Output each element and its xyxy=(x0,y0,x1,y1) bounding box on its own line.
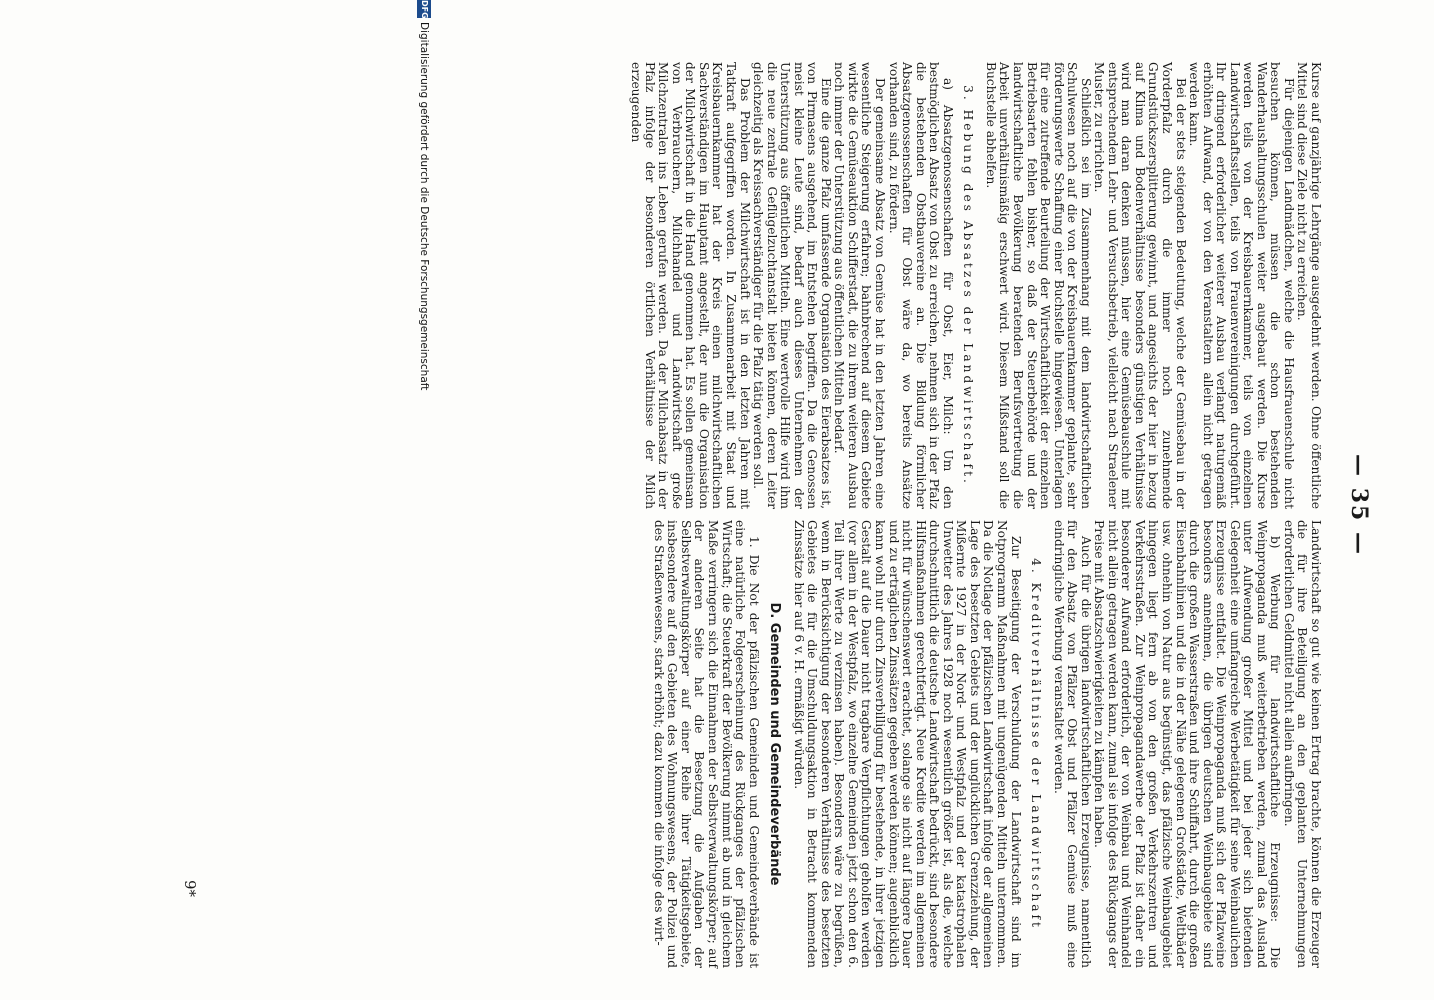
subsection-heading: 3. Hebung des Absatzes der Landwirtschaft. xyxy=(961,85,976,486)
paragraph: Für diejenigen Landmädchen, welche die Hausfrauenschule nicht besuchen können, müssen die schon bestehenden Wanderhaushaltungsschulen weiter ausgebaut werden. Die Kurse werden teils von der Kreisbauernkammer, teils von einzelnen Landwirtschaftsstellen, teils von Frauenvereinigungen durchgeführt. Ihr dringend erforderlicher weiterer Ausbau verlangt naturgemäß erhöhten Aufwand, der von den Veranstaltern allein nicht getragen werden kann. xyxy=(1187,62,1296,509)
section-heading: D. Gemeinden und Gemeindeverbände xyxy=(767,602,783,886)
paragraph: Kurse auf ganzjährige Lehrgänge ausgedehnt werden. Ohne öffentliche Mittel sind diese Ziele nicht zu erreichen. xyxy=(1295,62,1323,509)
digitization-credit xyxy=(412,0,434,1000)
paragraph: Das Problem der Milchwirtschaft ist in den letzten Jahren mit Tatkraft aufgegriffen worden. In Zusammenarbeit mit Staat und Kreisbauernkammer hat der Kreis einen milchwirtschaftlichen Sachverständigen im Hauptamt angestellt, der nun die Organisation der Milchwirtschaft in die Hand genommen hat. Es sollen gemeinsam von Verbrauchern, Milchhandel und Landwirtschaft große Milchzentralen ins Leben gerufen werden. Da der Milchabsatz in der Pfalz infolge der besonderen örtlichen Verhältnisse der Milch erzeugenden xyxy=(629,62,752,509)
paragraph: Schließlich sei im Zusammenhang mit dem landwirtschaftlichen Schulwesen noch auf die von der Kreisbauernkammer geplante, sehr förderungswerte Schaffung einer Buchstelle hingewiesen. Unterlagen für eine zutreffende Beurteilung der Wirtschaftlichkeit der einzelnen Betriebsarten fehlen bisher, so daß der Steuerbehörde und der landwirtschaftliche Bevölkerung beratenden Berufsvertretung die Arbeit unverhältnismäßig erschwert wird. Diesem Mißstand soll die Buchstelle abhelfen. xyxy=(983,62,1093,509)
sheet-signature: 9* xyxy=(181,880,199,898)
dfg-logo-icon: DFG xyxy=(417,0,431,18)
subsection-heading: 4. Kreditverhältnisse der Landwirtschaft xyxy=(1029,558,1044,930)
paragraph: a) Absatzgenossenschaften für Obst, Eier, Milch: Um den bestmöglichen Absatz von Obst zu erreichen, nehmen sich in der Pfalz die bestehenden Obstbauvereine an. Die Bildung förmlicher Absatzgenossenschaften für Obst wäre da, wo bereits Ansätze vorhanden sind, zu fördern. xyxy=(886,62,955,509)
page-number: — 35 — xyxy=(1346,454,1372,556)
credit-bar xyxy=(412,0,434,1000)
paragraph: Auch für die übrigen landwirtschaftlichen Erzeugnisse, namentlich für den Absatz von Pfälzer Obst und Pfälzer Gemüse muß eine eindringliche Werbung veranstaltet werden. xyxy=(1051,520,1093,968)
paragraph: Zur Beseitigung der Verschuldung der Landwirtschaft sind im Notprogramm Maßnahmen mit ungenügenden Mitteln unternommen. Da die Notlage der pfälzischen Landwirtschaft infolge der allgemeinen Lage des besetzten Gebiets und der unglücklichen Grenzziehung, der Mißernte 1927 in der Nord- und Westpfalz und der katastrophalen Unwetter des Jahres 1928 noch wesentlich größer ist, als die, welche durchschnittlich die deutsche Landwirtschaft bedrückt, sind besondere Hilfsmaßnahmen gerechtfertigt. Neue Kredite werden im allgemeinen nicht für wünschenswert erachtet, solange sie nicht auf längere Dauer und zu erträglichen Zinssätzen gegeben werden können; augenblicklich kann wohl nur durch Zinsverbilligung für bestehende, in ihrer jetzigen Gestalt auf die Dauer nicht tragbare Verpflichtungen geholfen werden (vor allem in der Westpfalz, wo einzelne Gemeinden jetzt schon den 6. Teil ihrer Werte zu verzinsen haben). Besonders wäre zu begrüßen, wenn in Berücksichtigung der besonderen Verhältnisse des besetzten Gebietes die für die Umschuldungsaktion in Betracht kommenden Zinssätze hier auf 6 v. H. ermäßigt würden. xyxy=(791,520,1023,968)
left-text-column xyxy=(629,62,1322,509)
paragraph: 1. Die Not der pfälzischen Gemeinden und Gemeindeverbände ist eine natürliche Folgeerscheinung des Rückganges der pfälzischen Wirtschaft; die Steuerkraft der Bevölkerung nimmt ab und in gleichem Maße verringern sich die Einnahmen der Selbstverwaltungskörper; auf der anderen Seite hat die Besetzung die Aufgaben der Selbstverwaltungskörper auf einer Reihe ihrer Tätigkeitsgebiete, insbesondere auf den Gebieten des Wohnungswesens, der Polizei und des Straßenwesens, stark erhöht; dazu kommen die infolge des wirt- xyxy=(651,520,761,968)
credit-text: Digitalisierung gefördert durch die Deutsche Forschungsgemeinschaft xyxy=(418,22,430,391)
paragraph: Bei der stets steigenden Bedeutung, welche der Gemüsebau in der Vorderpfalz durch die immer noch zunehmende Grundstückszersplitterung gewinnt, und angesichts der hier in bezug auf Klima und Bodenverhältnisse besonders günstigen Verhältnisse wird man daran denken müssen, hier eine Gemüsebauschule mit entsprechendem Lehr- und Versuchsbetrieb, vielleicht nach Straelener Muster, zu errichten. xyxy=(1092,62,1188,509)
paragraph: Landwirtschaft so gut wie keinen Ertrag brachte, können die Erzeuger die für ihre Beteiligung an den geplanten Unternehmungen erforderlichen Geldmittel nicht allein aufbringen. xyxy=(1281,520,1323,968)
paragraph: b) Werbung für landwirtschaftliche Erzeugnisse: Die Weinpropaganda muß weiterbetrieben werden, zumal das Ausland unter Aufwendung großer Mittel und bei jeder sich bietenden Gelegenheit eine umfangreiche Werbetätigkeit für seine Weinbaulichen Erzeugnisse entfaltet. Die Weinpropaganda muß sich der Pfalzweine besonders annehmen, die übrigen deutschen Weinbaugebiete sind durch die großen Wasserstraßen und ihre Schiffahrt, durch die großen Eisenbahnlinien und die in der Nähe gelegenen Großstädte, Weltbäder usw. ohnehin von Natur aus begünstigt, das pfälzische Weinbaugebiet hingegen liegt fern ab von den großen Verkehrszentren und Verkehrsstraßen. Zur Weinpropagandawerbe der Pfalz ist daher ein besonderer Aufwand erforderlich, der von Weinbau und Weinhandel nicht allein getragen werden kann, zumal sie infolge des Rückgangs der Preise mit Absatzschwierigkeiten zu kämpfen haben. xyxy=(1092,520,1283,968)
paragraph: Eine die ganze Pfalz umfassende Organisation des Eierabsatzes ist, von Pirmasens ausgehend, im Entstehen begriffen. Da die Genossen meist kleine Leute sind, bedarf auch dieses Unternehmen der Unterstützung aus öffentlichen Mitteln. Eine wertvolle Hilfe wird ihm die neue zentrale Geflügelzuchtanstalt bieten können, deren Leiter gleichzeitig als Kreissachverständiger für die Pfalz tätig werden soll. xyxy=(751,62,833,509)
right-text-column xyxy=(651,520,1322,968)
paragraph: Der gemeinsame Absatz von Gemüse hat in den letzten Jahren eine wesentliche Steigerung erfahren; bahnbrechend auf diesem Gebiete wirkte die Gemüseauktion Schifferstadt, die zu ihrem weiteren Ausbau noch immer der Unterstützung aus öffentlichen Mitteln bedarf. xyxy=(832,62,888,509)
